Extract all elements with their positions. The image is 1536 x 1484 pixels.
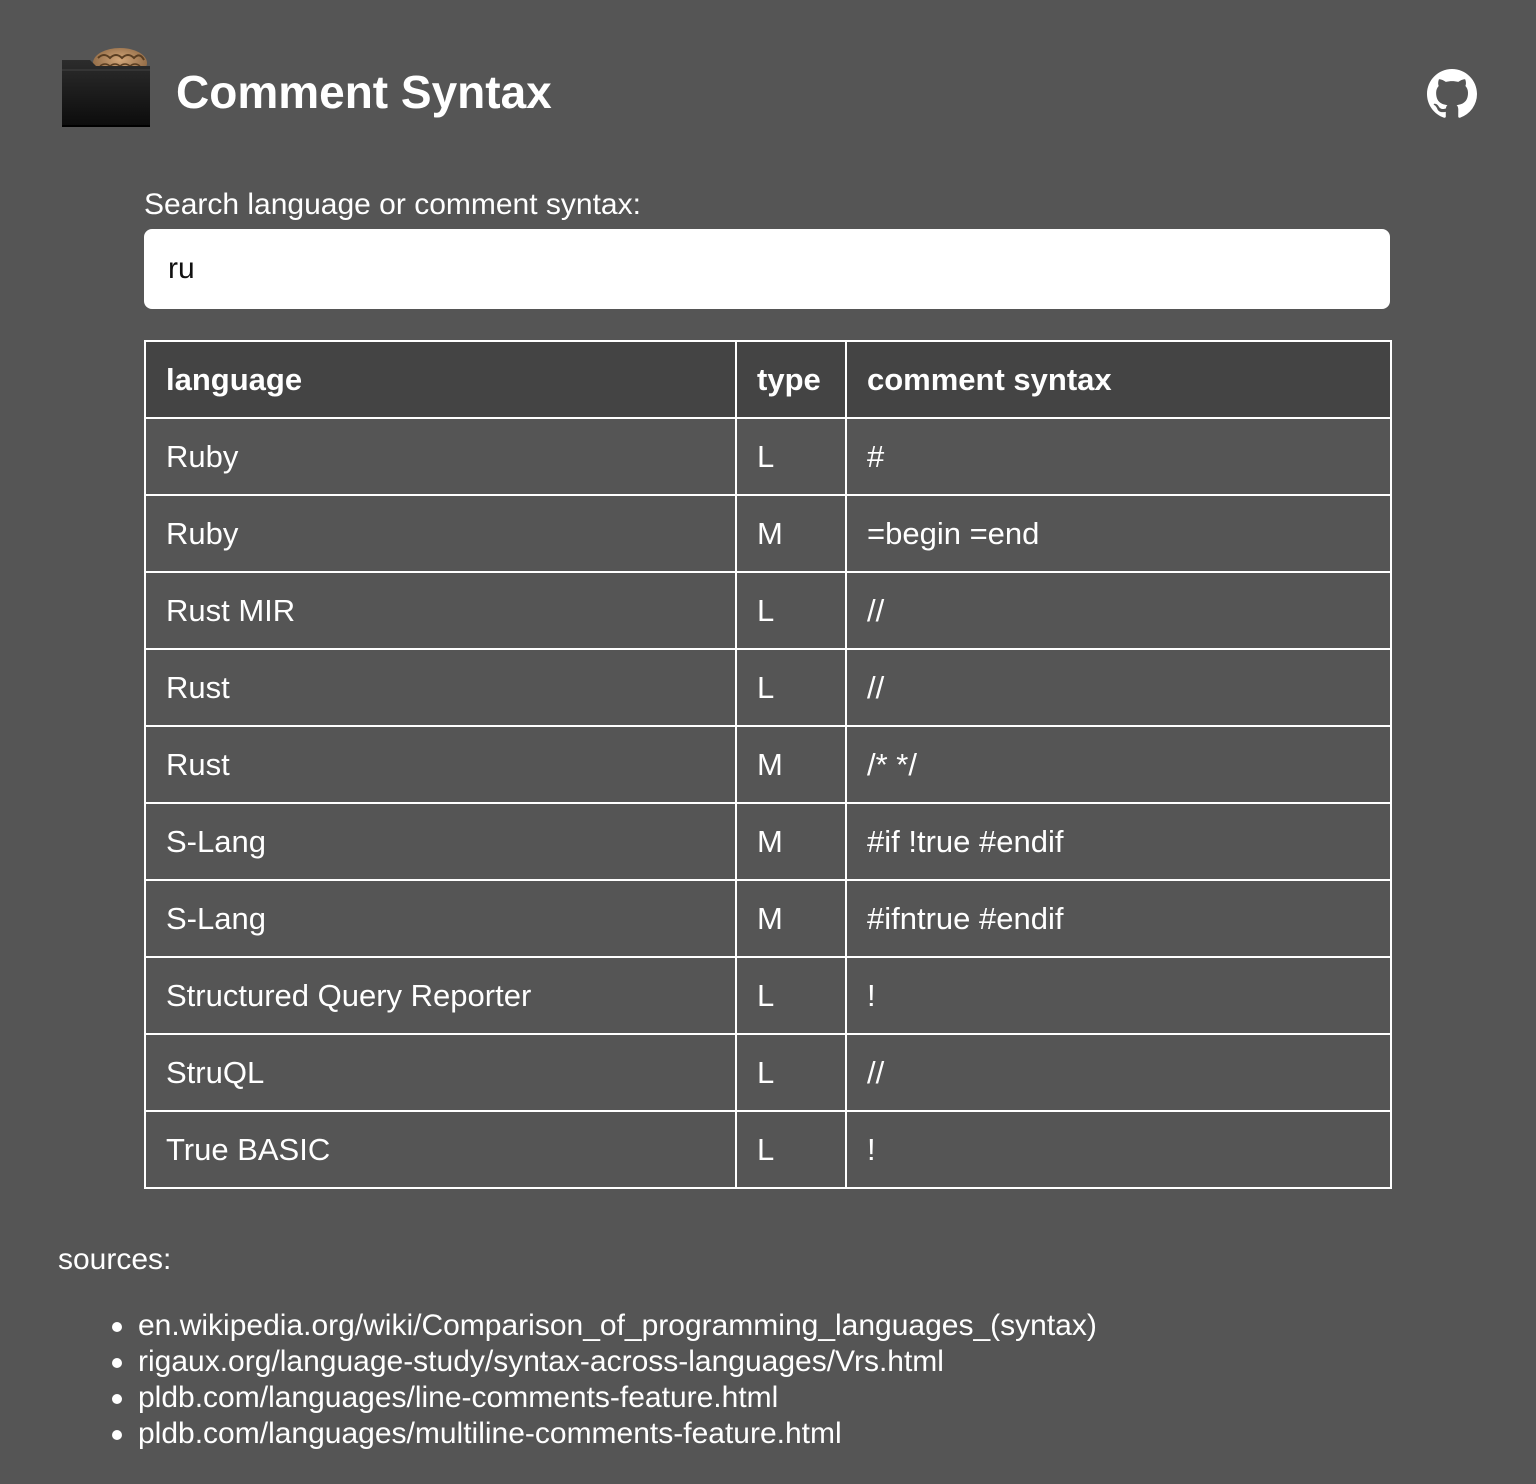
search-label: Search language or comment syntax: (144, 188, 641, 221)
table-row (145, 495, 1391, 572)
table-row (145, 1111, 1391, 1188)
sources-list (138, 1308, 1097, 1452)
source-link[interactable]: en.wikipedia.org/wiki/Comparison_of_programming_languages_(syntax) (138, 1309, 1097, 1342)
table-header-row (145, 341, 1391, 418)
cell-language: Rust (145, 726, 736, 803)
cell-type: L (736, 572, 846, 649)
column-header-comment-syntax[interactable]: comment syntax (846, 341, 1391, 418)
cell-syntax: ! (846, 1111, 1391, 1188)
cell-syntax: ! (846, 957, 1391, 1034)
cell-language: Rust (145, 649, 736, 726)
table-row (145, 803, 1391, 880)
cell-type: M (736, 495, 846, 572)
source-link[interactable]: pldb.com/languages/multiline-comments-feature.html (138, 1416, 1097, 1452)
table-row (145, 880, 1391, 957)
cell-language: True BASIC (145, 1111, 736, 1188)
search-input[interactable] (144, 229, 1390, 309)
table-row (145, 957, 1391, 1034)
page-title: Comment Syntax (176, 66, 552, 118)
cell-syntax: #if !true #endif (846, 803, 1391, 880)
table-row (145, 726, 1391, 803)
cell-syntax: // (846, 572, 1391, 649)
cell-type: L (736, 957, 846, 1034)
header (60, 46, 1480, 130)
cell-type: M (736, 726, 846, 803)
github-icon[interactable] (1427, 69, 1477, 119)
cell-syntax: /* */ (846, 726, 1391, 803)
cell-language: Structured Query Reporter (145, 957, 736, 1034)
cell-language: Ruby (145, 418, 736, 495)
cell-language: Ruby (145, 495, 736, 572)
cell-syntax: // (846, 1034, 1391, 1111)
source-link[interactable]: rigaux.org/language-study/syntax-across-languages/Vrs.html (138, 1344, 1097, 1380)
cell-syntax: // (846, 649, 1391, 726)
cell-type: M (736, 880, 846, 957)
cell-type: L (736, 1034, 846, 1111)
comment-syntax-table (144, 340, 1392, 1189)
cell-syntax: #ifntrue #endif (846, 880, 1391, 957)
column-header-type[interactable]: type (736, 341, 846, 418)
cell-syntax: # (846, 418, 1391, 495)
cell-type: L (736, 1111, 846, 1188)
table-row (145, 418, 1391, 495)
table-row (145, 1034, 1391, 1111)
folder-with-brain-icon (60, 46, 152, 128)
cell-language: S-Lang (145, 803, 736, 880)
cell-type: L (736, 418, 846, 495)
sources-label: sources: (58, 1243, 172, 1276)
cell-language: Rust MIR (145, 572, 736, 649)
column-header-language[interactable]: language (145, 341, 736, 418)
table-row (145, 572, 1391, 649)
source-link[interactable]: pldb.com/languages/line-comments-feature.html (138, 1380, 1097, 1416)
cell-type: M (736, 803, 846, 880)
cell-language: S-Lang (145, 880, 736, 957)
cell-type: L (736, 649, 846, 726)
cell-language: StruQL (145, 1034, 736, 1111)
cell-syntax: =begin =end (846, 495, 1391, 572)
table-row (145, 649, 1391, 726)
